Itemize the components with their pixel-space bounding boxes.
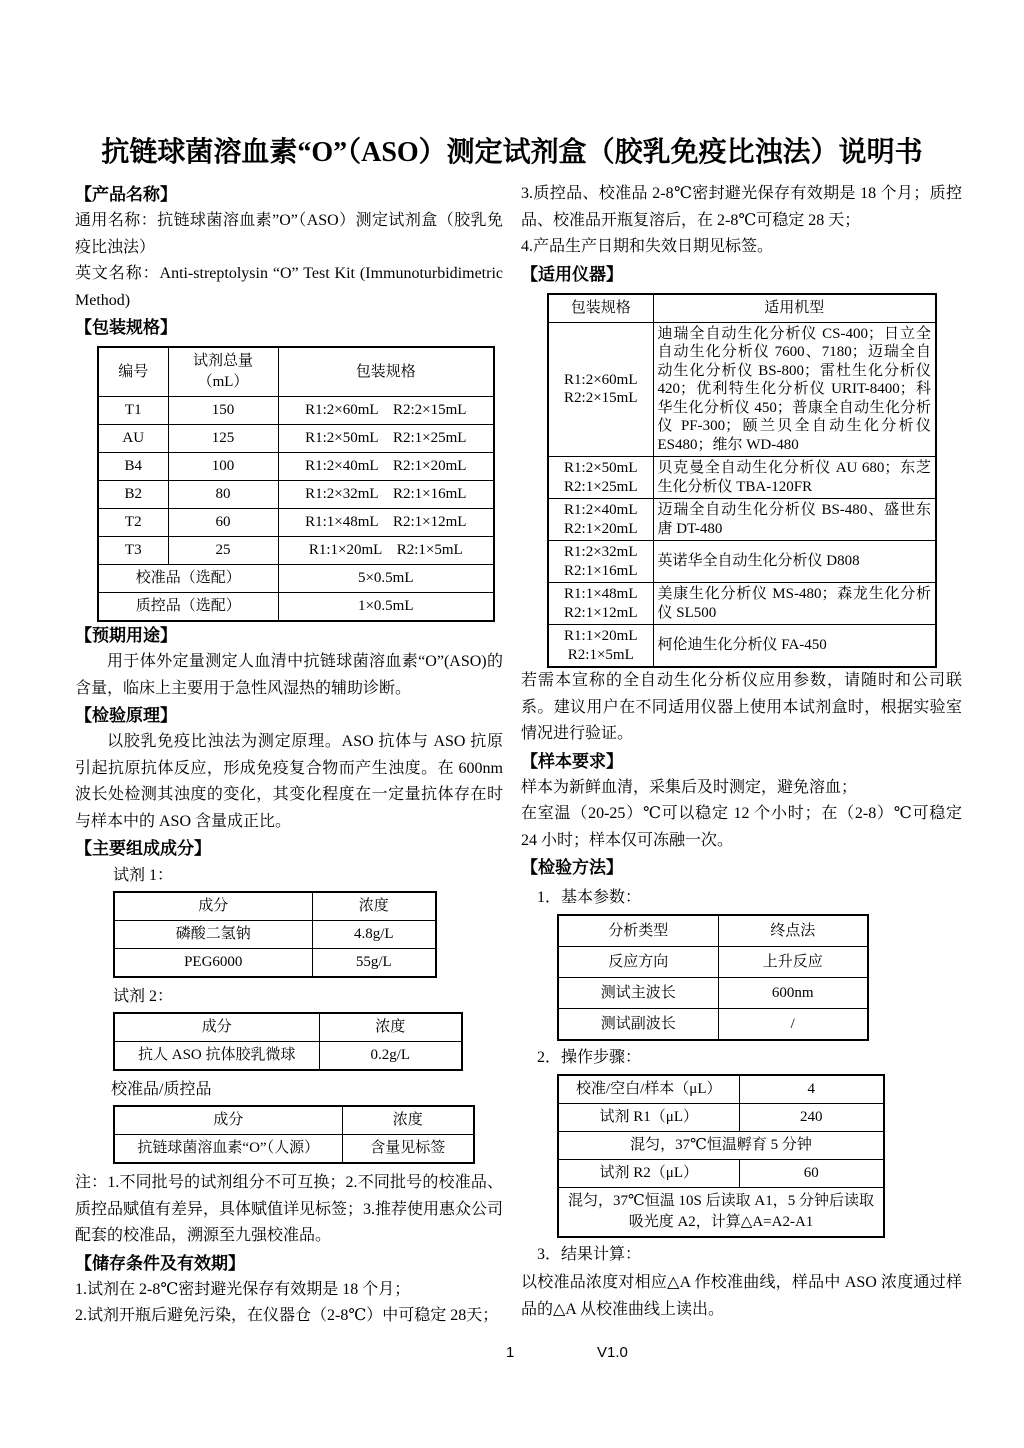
table-cell: 240	[739, 1104, 884, 1132]
models-cell: 贝克曼全自动生化分析仪 AU 680；东芝生化分析仪 TBA-120FR	[653, 457, 936, 499]
table-cell: 100	[168, 453, 278, 481]
reagent1-label: 试剂 1：	[113, 867, 174, 884]
table-row	[548, 541, 936, 583]
instruments-table	[547, 293, 937, 669]
table-cell-span: 混匀，37℃恒温孵育 5 分钟	[558, 1132, 884, 1160]
spec-line-1: R1:2×32mL	[564, 544, 638, 560]
table-row	[548, 499, 936, 541]
result-calculation-text: 以校准品浓度对相应△A 作校准曲线，样品中 ASO 浓度通过样品的△A 从校准曲线上读出。	[521, 1274, 962, 1318]
models-cell: 柯伦迪生化分析仪 FA-450	[653, 625, 936, 668]
table-header-cell: 包装规格	[548, 294, 653, 323]
table-header-cell: 试剂总量（mL）	[168, 347, 278, 397]
table-cell: /	[718, 1009, 868, 1041]
section-heading-composition: 【主要组成成分】	[75, 839, 211, 858]
table-row	[558, 1075, 884, 1104]
section-heading-sample: 【样本要求】	[521, 751, 623, 771]
table-row	[558, 1104, 884, 1132]
table-cell: 1×0.5mL	[278, 593, 494, 622]
table-row	[114, 949, 436, 978]
table-cell: 试剂 R2（μL）	[558, 1160, 739, 1188]
spec-cell	[548, 625, 653, 668]
table-cell: 磷酸二氢钠	[114, 921, 312, 949]
table-header-cell: 浓度	[319, 1013, 462, 1042]
table-cell: 分析类型	[558, 915, 718, 947]
basic-parameters-table	[557, 914, 869, 1041]
left-column	[75, 181, 503, 1330]
table-row	[548, 457, 936, 499]
table-cell: 60	[168, 509, 278, 537]
table-header-cell: 成分	[114, 892, 312, 921]
table-cell: 反应方向	[558, 947, 718, 978]
storage-item-2: 2.试剂开瓶后避免污染，在仪器仓（2-8℃）中可稳定 28天；	[75, 1307, 499, 1324]
reagent1-table	[113, 891, 437, 978]
spec-line-2: R2:2×15mL	[564, 390, 638, 407]
method-step1-label: 1．基本参数：	[537, 889, 642, 906]
operation-steps-table	[557, 1074, 885, 1238]
models-cell: 迈瑞全自动生化分析仪 BS-480、盛世东唐 DT-480	[653, 499, 936, 541]
table-cell: 校准品（选配）	[98, 565, 278, 593]
table-cell: R1:2×40mL R2:1×20mL	[278, 453, 494, 481]
table-cell: 0.2g/L	[319, 1042, 462, 1071]
table-cell: 4.8g/L	[312, 921, 436, 949]
calibrator-table	[113, 1105, 475, 1164]
table-row	[558, 915, 868, 947]
generic-name-text: 通用名称：抗链球菌溶血素”O”（ASO）测定试剂盒（胶乳免疫比浊法）	[75, 212, 503, 256]
table-row	[98, 397, 494, 425]
section-heading-packaging: 【包装规格】	[75, 318, 177, 337]
instruments-note-text: 若需本宣称的全自动生化分析仪应用参数，请随时和公司联系。建议用户在不同适用仪器上使用本试剂盒时，根据实验室情况进行验证。	[521, 672, 962, 742]
spec-line-2: R2:1×25mL	[564, 478, 638, 495]
table-row	[548, 625, 936, 668]
right-column	[521, 181, 962, 1323]
table-row	[114, 1042, 462, 1071]
page-footer	[0, 1344, 1024, 1368]
table-cell-span: 混匀，37℃恒温 10S 后读取 A1，5 分钟后读取吸光度 A2，计算△A=A2-A1	[558, 1188, 884, 1238]
table-header-row	[114, 1013, 462, 1042]
table-row	[114, 921, 436, 949]
spec-cell	[548, 457, 653, 499]
section-heading-intended-use: 【预期用途】	[75, 626, 177, 645]
table-row	[114, 1135, 474, 1164]
method-step2-label: 2．操作步骤：	[537, 1049, 642, 1066]
table-cell: 5×0.5mL	[278, 565, 494, 593]
spec-line-2: R2:1×5mL	[567, 646, 634, 663]
spec-line-1: R1:2×50mL	[564, 460, 638, 476]
table-header-cell: 包装规格	[278, 347, 494, 397]
table-header-cell: 浓度	[342, 1106, 474, 1135]
spec-line-2: R2:1×16mL	[564, 562, 638, 579]
models-cell: 美康生化分析仪 MS-480；森龙生化分析仪 SL500	[653, 583, 936, 625]
storage-item-1: 1.试剂在 2-8℃密封避光保存有效期是 18 个月；	[75, 1280, 411, 1298]
table-cell: T1	[98, 397, 168, 425]
table-cell: 抗人 ASO 抗体胶乳微球	[114, 1042, 319, 1071]
table-cell: T3	[98, 537, 168, 565]
table-header-cell: 编号	[98, 347, 168, 397]
table-header-cell: 浓度	[312, 892, 436, 921]
table-header-row	[114, 1106, 474, 1135]
table-cell: T2	[98, 509, 168, 537]
table-cell: 测试主波长	[558, 978, 718, 1009]
spec-cell	[548, 541, 653, 583]
section-heading-storage: 【储存条件及有效期】	[75, 1253, 245, 1273]
table-header-cell: 成分	[114, 1106, 342, 1135]
version-label: V1.0	[597, 1344, 628, 1361]
table-cell: 55g/L	[312, 949, 436, 978]
table-cell: AU	[98, 425, 168, 453]
table-row	[98, 565, 494, 593]
table-cell: R1:2×50mL R2:1×25mL	[278, 425, 494, 453]
table-cell: 600nm	[718, 978, 868, 1009]
spec-cell	[548, 583, 653, 625]
spec-line-2: R2:1×12mL	[564, 604, 638, 621]
spec-cell	[548, 322, 653, 457]
table-cell: PEG6000	[114, 949, 312, 978]
spec-line-1: R1:2×40mL	[564, 502, 638, 518]
table-row	[98, 593, 494, 622]
table-cell: 125	[168, 425, 278, 453]
composition-note-text: 注：1.不同批号的试剂组分不可互换；2.不同批号的校准品、质控品赋值有差异，具体赋值详见标签；3.推荐使用惠众公司配套的校准品，溯源至九强校准品。	[75, 1174, 504, 1244]
table-row	[558, 1160, 884, 1188]
table-row	[548, 322, 936, 457]
spec-line-1: R1:1×48mL	[564, 586, 638, 602]
table-cell: B2	[98, 481, 168, 509]
table-row	[98, 481, 494, 509]
method-step3-label: 3．结果计算：	[537, 1246, 642, 1263]
table-row	[558, 1009, 868, 1041]
models-cell: 英诺华全自动生化分析仪 D808	[653, 541, 936, 583]
english-name-text: 英文名称：Anti-streptolysin “O” Test Kit (Immunoturbidimetric Method)	[75, 265, 503, 309]
spec-line-2: R2:1×20mL	[564, 520, 638, 537]
table-row	[98, 453, 494, 481]
section-heading-product-name: 【产品名称】	[75, 185, 177, 204]
table-cell: 4	[739, 1075, 884, 1104]
reagent2-label: 试剂 2：	[113, 988, 174, 1005]
spec-line-1: R1:1×20mL	[564, 628, 638, 644]
storage-item-4: 4.产品生产日期和失效日期见标签。	[521, 238, 774, 255]
reagent2-table	[113, 1012, 463, 1071]
sample-line-2: 在室温（20-25）℃可以稳定 12 个小时；在（2-8）℃可稳定 24 小时；样本仅可冻融一次。	[521, 805, 962, 849]
table-cell: R1:2×60mL R2:2×15mL	[278, 397, 494, 425]
table-row	[98, 537, 494, 565]
spec-cell	[548, 499, 653, 541]
table-cell: 校准/空白/样本（μL）	[558, 1075, 739, 1104]
table-cell: 终点法	[718, 915, 868, 947]
table-cell: 60	[739, 1160, 884, 1188]
table-cell: 150	[168, 397, 278, 425]
table-header-cell: 成分	[114, 1013, 319, 1042]
table-header-row	[548, 294, 936, 323]
packaging-table	[97, 346, 495, 622]
table-cell: R1:1×20mL R2:1×5mL	[278, 537, 494, 565]
calibrator-label: 校准品/质控品	[111, 1081, 212, 1098]
table-cell: B4	[98, 453, 168, 481]
models-cell: 迪瑞全自动生化分析仪 CS-400；日立全自动生化分析仪 7600、7180；迈瑞全自动生化分析仪 BS-800；雷杜生化分析仪 420；优利特生化分析仪 URIT-8400；科华生化分析仪 450；普康全自动生化分析仪 PF-300；颐兰贝全自动生化分析仪 ES480；维尔 WD-480	[653, 322, 936, 457]
table-row	[548, 583, 936, 625]
table-row	[98, 425, 494, 453]
table-cell: 抗链球菌溶血素“O”（人源）	[114, 1135, 342, 1164]
table-cell: 试剂 R1（μL）	[558, 1104, 739, 1132]
document-title: 抗链球菌溶血素“O”（ASO）测定试剂盒（胶乳免疫比浊法）说明书	[101, 137, 923, 168]
table-row	[558, 947, 868, 978]
table-header-row	[114, 892, 436, 921]
page-number: 1	[506, 1344, 515, 1361]
table-header-cell: 适用机型	[653, 294, 936, 323]
storage-item-3: 3.质控品、校准品 2-8℃密封避光保存有效期是 18 个月；质控品、校准品开瓶复溶后，在 2-8℃可稳定 28 天；	[521, 185, 962, 229]
table-row	[558, 978, 868, 1009]
table-cell: 上升反应	[718, 947, 868, 978]
table-cell: 测试副波长	[558, 1009, 718, 1041]
table-cell: 25	[168, 537, 278, 565]
section-heading-instruments: 【适用仪器】	[521, 264, 623, 284]
spec-line-1: R1:2×60mL	[564, 371, 638, 388]
table-cell: R1:2×32mL R2:1×16mL	[278, 481, 494, 509]
table-cell: 质控品（选配）	[98, 593, 278, 622]
table-cell: 80	[168, 481, 278, 509]
intended-use-text: 用于体外定量测定人血清中抗链球菌溶血素“O”(ASO)的含量，临床上主要用于急性风湿热的辅助诊断。	[75, 653, 503, 697]
section-heading-principle: 【检验原理】	[75, 706, 177, 725]
table-row	[558, 1132, 884, 1160]
table-cell: R1:1×48mL R2:1×12mL	[278, 509, 494, 537]
sample-line-1: 样本为新鲜血清，采集后及时测定，避免溶血；	[521, 778, 858, 796]
table-row	[98, 509, 494, 537]
section-heading-method: 【检验方法】	[521, 858, 623, 877]
table-row	[558, 1188, 884, 1238]
principle-text: 以胶乳免疫比浊法为测定原理。ASO 抗体与 ASO 抗原引起抗原抗体反应，形成免疫复合物而产生浊度。在 600nm波长处检测其浊度的变化，其变化程度在一定量抗体存在时与样本中的 ASO 含量成正比。	[75, 733, 503, 830]
table-header-row	[98, 347, 494, 397]
table-cell: 含量见标签	[342, 1135, 474, 1164]
